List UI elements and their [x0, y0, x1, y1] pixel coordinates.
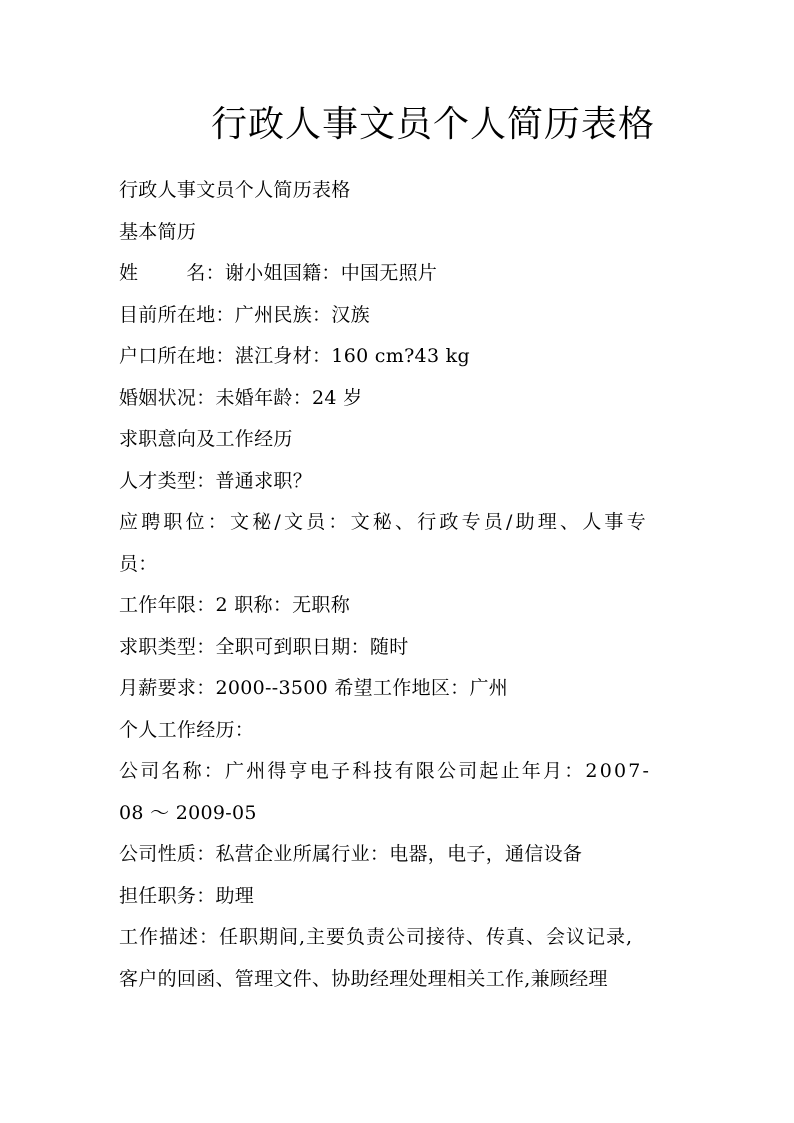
salary-line: 月薪要求：2000--3500 希望工作地区：广州	[119, 677, 509, 699]
name-line	[119, 253, 679, 295]
position-line-2: 员：	[119, 552, 158, 575]
years-line: 工作年限：2 职称：无职称	[119, 594, 351, 616]
talent-type-line: 人才类型：普通求职？	[119, 469, 313, 492]
description-line-2: 客户的回函、管理文件、协助经理处理相关工作,兼顾经理	[119, 967, 608, 990]
position-line-1: 应聘职位：文秘/文员：文秘、行政专员/助理、人事专	[119, 511, 649, 533]
experience-heading: 个人工作经历：	[119, 718, 255, 741]
description-line-1: 工作描述：任职期间,主要负责公司接待、传真、会议记录,	[119, 926, 634, 948]
company-line-2: 08 ～ 2009-05	[119, 801, 257, 824]
job-type-line: 求职类型：全职可到职日期：随时	[119, 635, 409, 658]
subtitle-line: 行政人事文员个人简历表格	[119, 179, 351, 201]
marriage-line: 婚姻状况：未婚年龄：24 岁	[119, 386, 363, 409]
role-line: 担任职务：助理	[119, 884, 255, 907]
document-body	[119, 170, 679, 1000]
hukou-line: 户口所在地：湛江身材：160 cm?43 kg	[119, 345, 470, 367]
company-line-1: 公司名称：广州得亨电子科技有限公司起止年月：2007-	[119, 760, 652, 782]
basic-resume-heading: 基本简历	[119, 220, 197, 243]
name-line-text: 名：谢小姐国籍：中国无照片	[186, 262, 438, 284]
location-line: 目前所在地：广州民族：汉族	[119, 303, 370, 326]
name-label-char: 姓	[119, 262, 139, 284]
intent-heading: 求职意向及工作经历	[119, 428, 293, 450]
company-nature-line: 公司性质：私营企业所属行业：电器，电子，通信设备	[119, 843, 583, 865]
document-title: 行政人事文员个人简历表格	[210, 104, 655, 145]
